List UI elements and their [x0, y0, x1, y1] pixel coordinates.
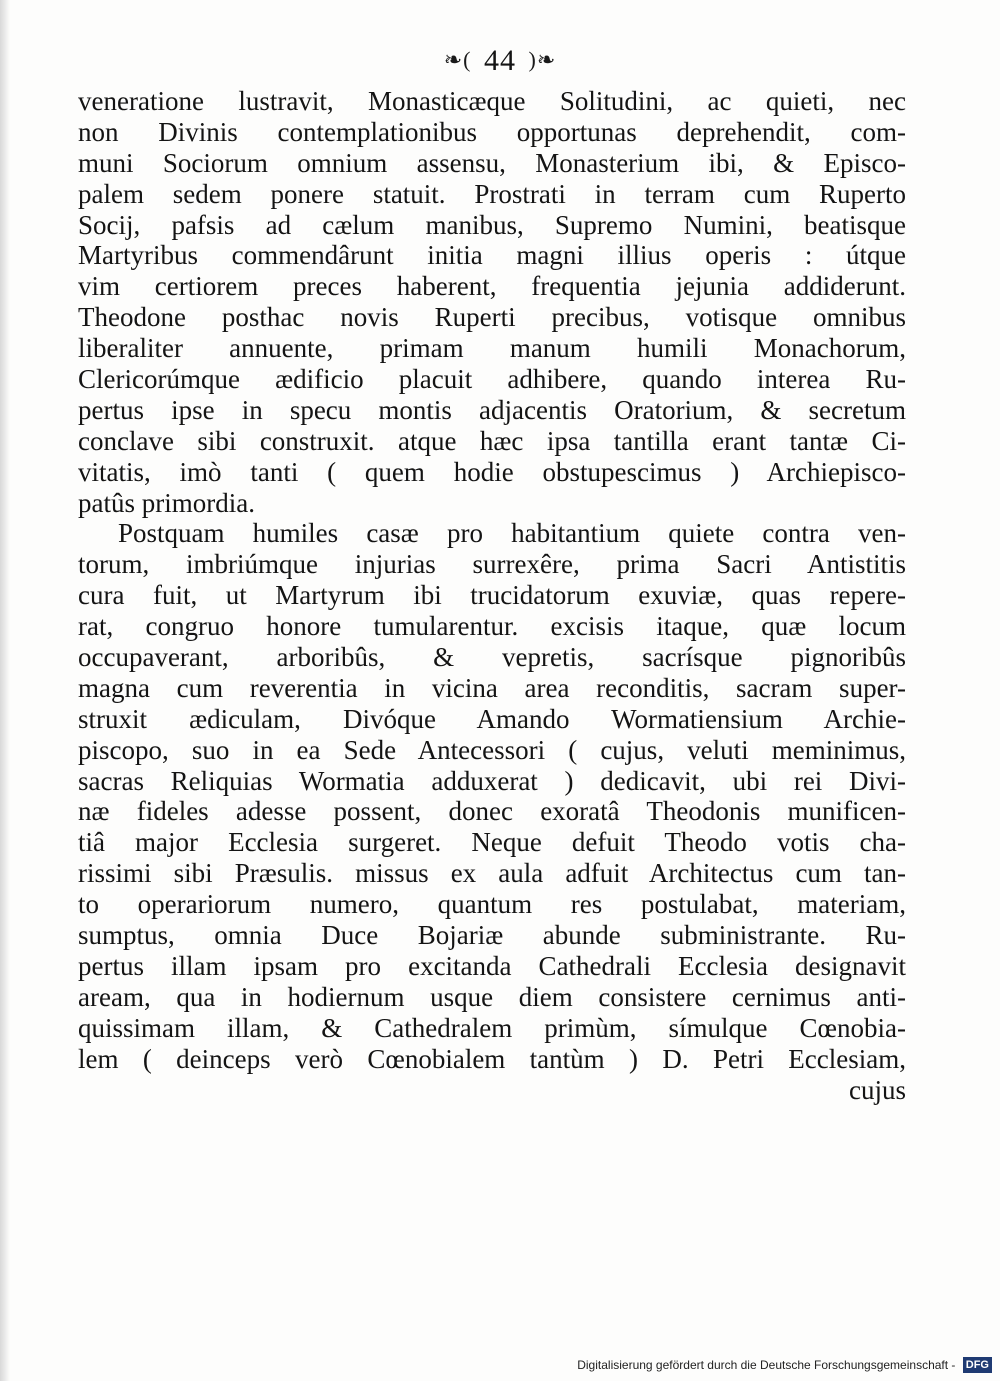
dfg-logo: DFG: [963, 1357, 992, 1373]
text-line: tiâ major Ecclesia surgeret. Neque defuit Theodo votis cha-: [78, 827, 906, 858]
text-line: torum, imbriúmque injurias surrexêre, prima Sacri Antistitis: [78, 549, 906, 580]
text-line: palem sedem ponere statuit. Prostrati in terram cum Ruperto: [78, 178, 906, 209]
catchword: cujus: [849, 1074, 906, 1105]
credit-text: Digitalisierung gefördert durch die Deutsche Forschungsgemeinschaft -: [577, 1358, 956, 1372]
page-edge-shadow: [0, 0, 10, 1381]
text-line: non Divinis contemplationibus opportunas deprehendit, com-: [78, 116, 906, 147]
text-line: rissimi sibi Præsulis. missus ex aula adfuit Architectus cum tan-: [78, 858, 906, 889]
text-line: patûs primordia.: [78, 487, 255, 518]
text-line: cura fuit, ut Martyrum ibi trucidatorum exuviæ, quas repere-: [78, 580, 906, 611]
ornament-left: ❧(: [443, 47, 472, 72]
text-line: Theodone posthac novis Ruperti precibus, votisque omnibus: [78, 302, 906, 333]
text-line: vim certiorem preces haberent, frequentia jejunia addiderunt.: [78, 271, 906, 302]
text-line: piscopo, suo in ea Sede Antecessori ( cujus, veluti meminimus,: [78, 734, 906, 765]
digitization-credit: [577, 1355, 992, 1375]
text-line: magna cum reverentia in vicina area reconditis, sacram super-: [78, 672, 906, 703]
text-line: vitatis, imò tanti ( quem hodie obstupescimus ) Archiepisco-: [78, 456, 906, 487]
text-line: rat, congruo honore tumularentur. excisis itaque, quæ locum: [78, 611, 906, 642]
page-number: 44: [484, 44, 516, 77]
text-line: pertus illam ipsam pro excitanda Cathedrali Ecclesia designavit: [78, 950, 906, 981]
text-line: struxit ædiculam, Divóque Amando Wormatiensium Archie-: [78, 703, 906, 734]
text-line: Postquam humiles casæ pro habitantium quiete contra ven-: [118, 518, 906, 549]
text-line: Martyribus commendârunt initia magni illius operis : útque: [78, 240, 906, 271]
text-line: to operariorum numero, quantum res postulabat, materiam,: [78, 889, 906, 920]
ornament-right: )❧: [528, 47, 557, 72]
text-line: quissimam illam, & Cathedralem primùm, símulque Cœnobia-: [78, 1012, 906, 1043]
text-line: conclave sibi construxit. atque hæc ipsa tantilla erant tantæ Ci-: [78, 425, 906, 456]
text-line: Socij, pafsis ad cælum manibus, Supremo Numini, beatisque: [78, 209, 906, 240]
text-line: occupaverant, arboribûs, & vepretis, sacrísque pignoribûs: [78, 642, 906, 673]
text-line: veneratione lustravit, Monasticæque Solitudini, ac quieti, nec: [78, 86, 906, 116]
text-line: Clericorúmque ædificio placuit adhibere, quando interea Ru-: [78, 364, 906, 395]
text-line: pertus ipse in specu montis adjacentis Oratorium, & secretum: [78, 394, 906, 425]
text-body: [78, 86, 906, 1105]
text-line: sacras Reliquias Wormatia adduxerat ) dedicavit, ubi rei Divi-: [78, 765, 906, 796]
text-line: liberaliter annuente, primam manum humili Monachorum,: [78, 333, 906, 364]
text-line: aream, qua in hodiernum usque diem consistere cernimus anti-: [78, 981, 906, 1012]
text-line: lem ( deinceps verò Cœnobialem tantùm ) D. Petri Ecclesiam,: [78, 1043, 906, 1074]
page-header: [0, 42, 1000, 79]
text-line: sumptus, omnia Duce Bojariæ abunde subministrante. Ru-: [78, 920, 906, 951]
text-line: muni Sociorum omnium assensu, Monasterium ibi, & Episco-: [78, 147, 906, 178]
text-line: næ fideles adesse possent, donec exoratâ Theodonis munificen-: [78, 796, 906, 827]
